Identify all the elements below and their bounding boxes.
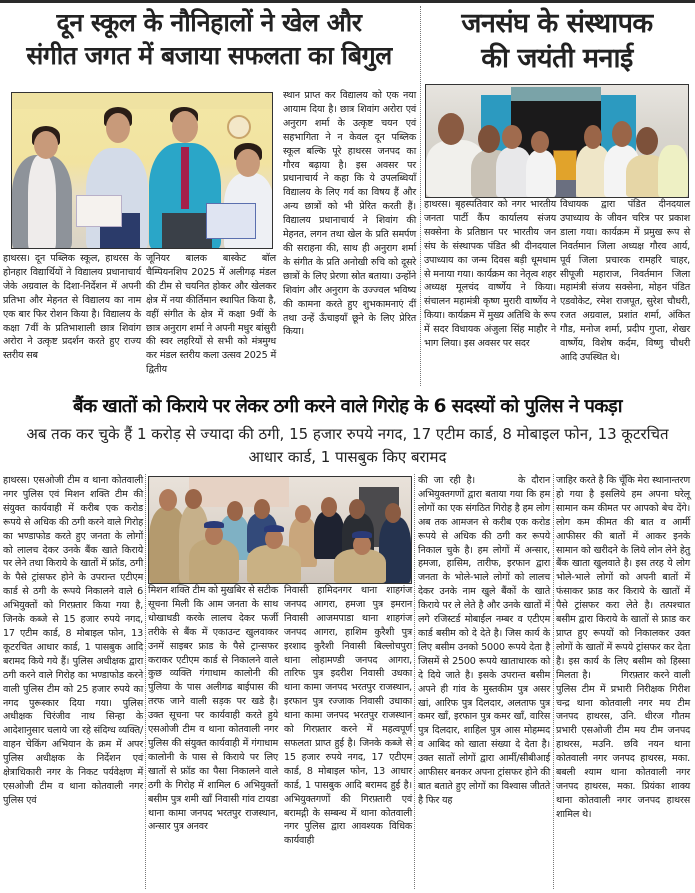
story1-column-1 — [3, 252, 141, 363]
story2-column-2-text: विधायक द्वारा पंडित दीनदयाल उपाध्याय के जीवन चरित्र पर प्रकाश डाला गया। कार्यक्रम में प्रमुख रूप से निवर्तमान जिला अध्यक्ष गौरव आर्य, पूर्व जिला प्रचारक रामहरि चाहर, सीपूजी महाराज, निवर्तमान जिला महामंत्री संजय सक्सेना, मोहन पंडित एडवोकेट, रमेश राजपूत, सुरेश चौधरी, रजत अग्रवाल, प्रशांत शर्मा, अंकित गौड, मनोज शर्मा, प्रदीप गुप्ता, शेखर वार्ष्णेय, विशेष कर्दम, विष्णु चौधरी आदि उपस्थित थे। — [560, 199, 690, 363]
column-divider — [420, 6, 421, 386]
story1-headline — [4, 6, 414, 72]
story3-column-2 — [148, 584, 278, 834]
story2-column-1-text: हाथरस। बृहस्पतिवार को नगर भारतीय जनता पार्टी कैंप कार्यालय संजय सक्सेना के प्रतिष्ठान पर भारतीय जन संघ के संस्थापक पंडित श्री दीनदयाल उपाध्याय का जन्म दिवस बड़ी धूमधाम से मनाया गया। कार्यक्रम का नेतृत्व शहर अध्यक्ष मूलचंद वार्ष्णेय ने किया। संचालन महामंत्री कृष्ण मुरारी वार्ष्णेय ने किया। कार्यक्रम में मुख्य अतिथि के रूप में सदर विधायक अंजुला सिंह माहौर ने भाग लिया। इस अवसर पर सदर — [424, 199, 556, 350]
column-divider — [553, 474, 554, 889]
story2-headline-line2: की जयंती मनाई — [481, 43, 633, 74]
story1-photo — [11, 92, 273, 249]
story3-column-3 — [284, 584, 412, 848]
column-divider — [414, 474, 415, 889]
story2-headline — [424, 6, 690, 76]
story1-column-3 — [283, 89, 416, 339]
story1-column-1-text: हाथरस। दून पब्लिक स्कूल, हाथरस के होनहार विद्यार्थियों ने विद्यालय प्रधानाचार्य जेके अग्रवाल के दिशा-निर्देशन में अपनी प्रतिभा और मेहनत से विद्यालय का नाम एक बार फिर रोशन किया है। विद्यालय के कक्षा 7वीं के प्रतिभाशाली छात्र शिवांग अरोरा ने उत्कृष्ट प्रदर्शन करते हुए राज्य स्तरीय सब — [3, 253, 141, 362]
story3-headline: बैंक खातों को किराये पर लेकर ठगी करने वाले गिरोह के 6 सदस्यों को पुलिस ने पकड़ा — [73, 396, 622, 417]
story3-column-1 — [3, 474, 143, 808]
story1-column-2-text: जूनियर बालक बास्केट बॉल चैम्पियनशिप 2025 में अलीगढ़ मंडल की टीम से चयनित होकर और खेलकर क्षेत्र में नया कीर्तिमान स्थापित किया है, वहीं संगीत के क्षेत्र में कक्षा 9वीं के छात्र अनुराग शर्मा ने अपनी मधुर बांसुरी की स्वर लहरियों से सभी को मंत्रमुग्ध कर मंडल स्तरीय कला उत्सव 2025 में द्वितीय — [146, 253, 276, 376]
story1-headline-line2: संगीत जगत में बजाया सफलता का बिगुल — [26, 41, 392, 70]
story3-column-1-text: हाथरस। एसओजी टीम व थाना कोतवाली नगर पुलिस एवं मिशन शक्ति टीम की संयुक्त कार्यवाही में करीब एक करोड रूपये से अधिक की ठगी करने वाले गिरोह का भण्डाफोड करते हुए जनता के लोगों को लालच देकर उनके बैंक खाते किराये पर लेने तथा किराये के खातों में फ्रॉड, ठगी के पैसे ट्रांसफर होने के उपरान्त एटीएम कार्ड से ठगी के रूपये निकालने वाले 6 अभियुक्तों को गिरफ़्तार किया गया है, जिनके कब्जे से 15 हजार रुपये नगद, 17 एटीम कार्ड, 8 मोबाइल फोन, 13 कूटरचित आधार कार्ड, 1 पासबुक आदि बरामद किये गये हैं। पुलिस अधीक्षक द्वारा ठगी करने वाले गिरोह का भण्डाफोड करने वाली पुलिस टीम को 25 हजार रुपये का नगद पुरूस्कार दिया गया। पुलिस अधीक्षक चिरंजीव नाथ सिन्हा के आदेशानुसार चलाये जा रहे संदिग्ध व्यक्ति/वाहन चेकिंग अभियान के क्रम में अपर पुलिस अधीक्षक के निर्देशन एवं क्षेत्राधिकारी नगर के निकट पर्यवेक्षण में एसओजी टीम व थाना कोतवाली नगर पुलिस एवं — [3, 475, 143, 806]
story3-photo — [148, 476, 412, 584]
story1-headline-line1: दून स्कूल के नौनिहालों ने खेल और — [56, 8, 362, 37]
story2-photo — [425, 84, 689, 198]
page-top-rule — [0, 0, 695, 3]
story3-subheadline: अब तक कर चुके हैं 1 करोड़ से ज्यादा की ठगी, 15 हजार रुपये नगद, 17 एटीम कार्ड, 8 मोबाइल फोन, 13 कूटरचित आधार कार्ड, 1 पासबुक किए बरामद — [26, 425, 669, 466]
story1-column-2 — [146, 252, 276, 377]
story1-column-3-text: स्थान प्राप्त कर विद्यालय को एक नया आयाम दिया है। छात्र शिवांग अरोरा एवं अनुराग शर्मा के उत्कृष्ट चयन एवं सहभागिता ने न केवल दून पब्लिक स्कूल बल्कि पूरे हाथरस जनपद का गौरव बढ़ाया है। इस अवसर पर प्रधानाचार्य ने कहा कि ये उपलब्धियाँ विद्यालय के लिए गर्व का विषय हैं और अन्य छात्रों को भी प्रेरित करती हैं। विद्यालय प्रधानाचार्य ने शिवांग की मेहनत, लगन तथा खेल के प्रति समर्पण की सराहना की, साथ ही अनुराग शर्मा के संगीत के प्रति अनोखी रुचि को दूसरे छात्रों के लिए प्रेरणा स्रोत बताया। उन्होंने शिवांग और अनुराग के उज्ज्वल भविष्य की कामना करते हुए शुभकामनाएं दीं तथा उन्हें ऊँचाइयाँ छूने के लिए प्रेरित किया। — [283, 90, 416, 338]
story3-column-4-text: की जा रही है। के दौरान अभियुक्तगणों द्वारा बताया गया कि हम लोगों का एक संगठित गिरोह है हम लोग अब तक आमजन से करीब एक करोड रूपये से अधिक की ठगी कर रूपये निकाल चुके है। हम लोगों में अन्सार, हमजा, हासिम, तारीफ, इरफान द्वारा जनता के भोले-भाले लोगों को लालच देकर उनके नाम खुले बैंकों के खाते किराये पर ले लेते है और उनके खातों में लगे रजिस्टर्ड मोबाईल नम्बर व एटीएम कार्ड बसीम को दे देते है। जिस कार्य के लिए बसीम उनको 5000 रूपये देता है जिसमें से 2500 रूपये खाताधारक को दे दिये जाते है। इसके उपरान्त बसीम अपने ही गांव के मुस्तकीम पुत्र असर खां, आरिफ पुत्र दिलदार, अलताफ पुत्र कमर खाँ, इरफान पुत्र कमर खाँ, वारिस पुत्र दिलदार, शाहिल पुत्र आस मोहम्मद व आबिद को खाता संख्या दे देता है। उक्त सातों लोगों द्वारा आर्मी/सीबीआई आफीसर बनकर अपना ट्रांसफर होने की बात बताते हुए लोगों का विश्वास जीतते है फिर यह — [418, 475, 550, 806]
story2-column-1 — [424, 198, 556, 351]
story2-column-2 — [560, 198, 690, 365]
story3-column-3-text: निवासी हामिदनगर थाना शाहगंज जनपद आगरा, हमजा पुत्र इमरान निवासी आजमपाडा थाना शाहगंज जनपद आगरा, हाशिम कुरैशी पुत्र इरशाद कुरैशी निवासी बिल्लोचपुरा थाना लोहामण्डी जनपद आगरा, तारिफ पुत्र इदरीश निवासी उधका थाना कामा जनपद भरतपुर राजस्थान, इरफान पुत्र रज्जाक निवासी उधाका थाना कामा जनपद भरतपुर राजस्थान को गिरफ़्तार करने में महत्वपूर्ण सफलता प्राप्त हुई है। जिनके कब्जे से 15 हजार रुपये नगद, 17 एटीएम कार्ड, 8 मोबाइल फोन, 13 आधार कार्ड, 1 पासबुक आदि बरामद हुई है। अभियुक्तगणों की गिरफ़्तारी एवं बरामद्गी के सम्बन्ध में थाना कोतवाली नगर पुलिस द्वारा आवश्यक विधिक कार्यवाही — [284, 585, 412, 847]
story3-column-5 — [556, 474, 690, 822]
story3-column-4 — [418, 474, 550, 808]
story2-headline-line1: जनसंघ के संस्थापक — [461, 8, 653, 39]
column-divider — [145, 474, 146, 889]
story3-column-2-text: मिशन शक्ति टीम को मुखबिर से सटीक सूचना मिली कि आम जनता के साथ धोखाधडी करके लालच देकर फर्जी तरीके से बैंक में एकाउन्ट खुलवाकर उनमें साइबर फ्राड के पैसे ट्रान्सफर कराकर एटीएम कार्ड से निकालने वाले कुछ व्यक्ति गंगाधाम कालोनी की पुलिया के पास अलीगढ बाईपास की तरफ जाने वाली सड़क पर खडे है। उक्त सूचना पर कार्यवाही करते हुये एसओजी टीम व थाना कोतवाली नगर पुलिस की संयुक्त कार्यवाही में गंगाधाम कालोनी के पास से किराये पर लिए खातों से फ्रॉड का पैसा निकालने वाले ठगी के गिरोह में शामिल 6 अभियुक्तों बसीम पुत्र शमी खाँ निवासी गांव टायडा थाना कामा जनपद भरतपुर राजस्थान, अन्सार पुत्र अनवर — [148, 585, 278, 833]
story3-column-5-text: जाहिर करते है कि चूँकि मेरा स्थानान्तरण हो गया है इसलिये हम अपना घरेलू सामान कम कीमत पर आपको बेच देंगे। लोग कम कीमत की बात व आर्मी आफीसर की बातों में आकर इनके सामान को खरीदने के लिये लोन लेने हेतु बैंक खाता खुलवाते है। इस तरह ये लोग भोले-भाले लोगों को अपनी बातों में फंसाकर फ्राड कर किराये के खातों में पैसे ट्रांसफर करा लेते है। तत्पश्चात बसीम द्वारा किराये के खातों से फ्राड कर प्राप्त हुए रूपयों को निकालकर उक्त लोगों के खातों में रूपये ट्रांसफर कर देता है। इस कार्य के लिए बसीम को हिस्सा मिलता है। गिरफ़्तार करने वाली पुलिस टीम में प्रभारी निरीक्षक गिरीश चन्द्र थाना कोतवाली नगर मय टीम जनपद हाथरस, उनि. धीरज गौतम प्रभारी एसओजी टीम मय टीम जनपद हाथरस, मउनि. छवि नयन थाना कोतवाली नगर जनपद हाथरस, मका. बबली श्याम थाना कोतवाली नगर जनपद हाथरस, मका. प्रियंका शाक्य थाना कोतवाली नगर जनपद हाथरस शामिल थे। — [556, 475, 690, 820]
